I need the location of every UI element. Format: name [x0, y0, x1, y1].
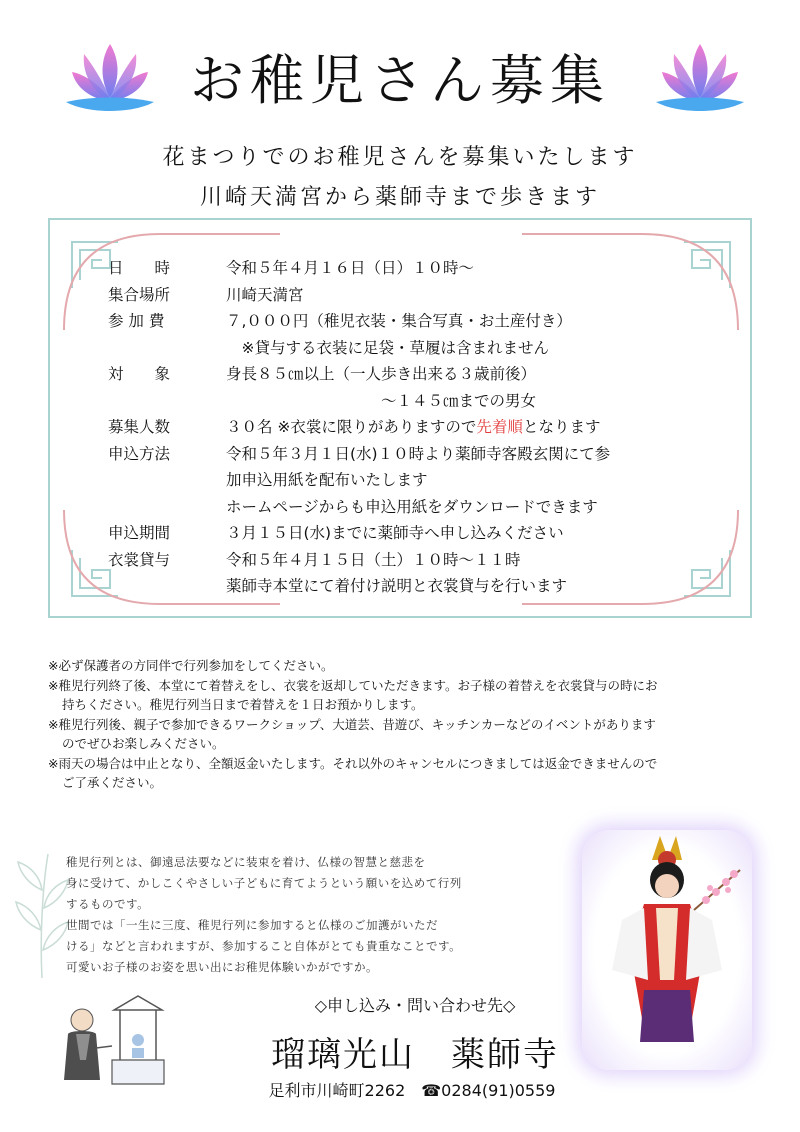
- detail-fee: 参 加 費 ７,０００円（稚児衣装・集合写真・お土産付き） ※貸与する衣装に足袋・草履は含まれません: [108, 312, 572, 357]
- note-item: ※稚児行列終了後、本堂にて着替えをし、衣裳を返却していただきます。お子様の着替えを衣裳貸与の時にお: [48, 677, 658, 693]
- notes-list: ※必ず保護者の方同伴で行列参加をしてください。 ※稚児行列終了後、本堂にて着替えをし、衣裳を返却していただきます。お子様の着替えを衣裳貸与の時にお 持ちください。稚児行列当日まで着替えを１日お預かりします。 ※稚児行列後、親子で参加できるワークショップ、大道芸、昔遊び、キッチンカーなどのイベントがあります のでぜひお楽しみください。 ※雨天の場合は中止となり、全額返金いたします。それ以外のキャンセルにつきましては返金できませんので ご了承ください。: [48, 656, 768, 793]
- detail-application-method: 申込方法 令和５年３月１日(水)１０時より薬師寺客殿玄関にて参 加申込用紙を配布いたします ホームページからも申込用紙をダウンロードできます: [108, 444, 611, 516]
- first-come-highlight: 先着順: [476, 418, 523, 436]
- note-item: ※必ず保護者の方同伴で行列参加をしてください。: [48, 658, 334, 673]
- note-item: ※稚児行列後、親子で参加できるワークショップ、大道芸、昔遊び、キッチンカーなどのイベントがあります: [48, 716, 656, 732]
- child-figure-icon: [582, 830, 752, 1070]
- detail-eligibility: 対 象 身長８５㎝以上（一人歩き出来る３歳前後） ～１４５㎝までの男女: [108, 365, 537, 410]
- note-item: ※雨天の場合は中止となり、全額返金いたします。それ以外のキャンセルにつきましては返金できませんので: [48, 755, 658, 771]
- details-list: [108, 255, 718, 600]
- subtitle-1: 花まつりでのお稚児さんを募集いたします: [162, 145, 638, 170]
- chigo-child-photo: [582, 830, 752, 1070]
- leaf-decoration-icon: [12, 850, 72, 980]
- description-text: 稚児行列とは、御遠忌法要などに装束を着け、仏様の智慧と慈悲を 身に受けて、かしこくやさしい子どもに育てようという願いを込めて行列 するものです。 世間では「一生に三度、稚児行列に参加すると仏様のご加護がいただ ける」などと言われますが、参加すること自体がとても貴重なことです。 可愛いお子様のお姿を思い出にお稚児体験いかがですか。: [66, 855, 462, 974]
- detail-application-period: 申込期間 ３月１５日(水)までに薬師寺へ申し込みください: [108, 524, 564, 542]
- detail-meeting-place: 集合場所 川崎天満宮: [108, 285, 304, 304]
- contact-heading: ◇申し込み・問い合わせ先◇: [314, 996, 516, 1015]
- detail-costume-lending: 衣裳貸与 令和５年４月１５日（土）１０時～１１時 薬師寺本堂にて着付け説明と衣裳貸与を行います: [108, 550, 568, 595]
- lotus-right-icon: [652, 40, 748, 122]
- detail-date: 日 時 令和５年４月１６日（日）１０時～: [108, 259, 475, 277]
- detail-capacity: 募集人数 ３０名 ※衣裳に限りがありますので先着順となります: [108, 418, 601, 436]
- monk-illustration-icon: [56, 990, 166, 1088]
- subtitle-2: 川崎天満宮から薬師寺まで歩きます: [199, 185, 600, 210]
- lotus-left-icon: [62, 40, 158, 122]
- temple-name: 瑠璃光山 薬師寺: [271, 1035, 559, 1075]
- address-phone: 足利市川崎町2262 ☎0284(91)0559: [268, 1081, 556, 1100]
- page-title: お稚児さん募集: [190, 49, 610, 112]
